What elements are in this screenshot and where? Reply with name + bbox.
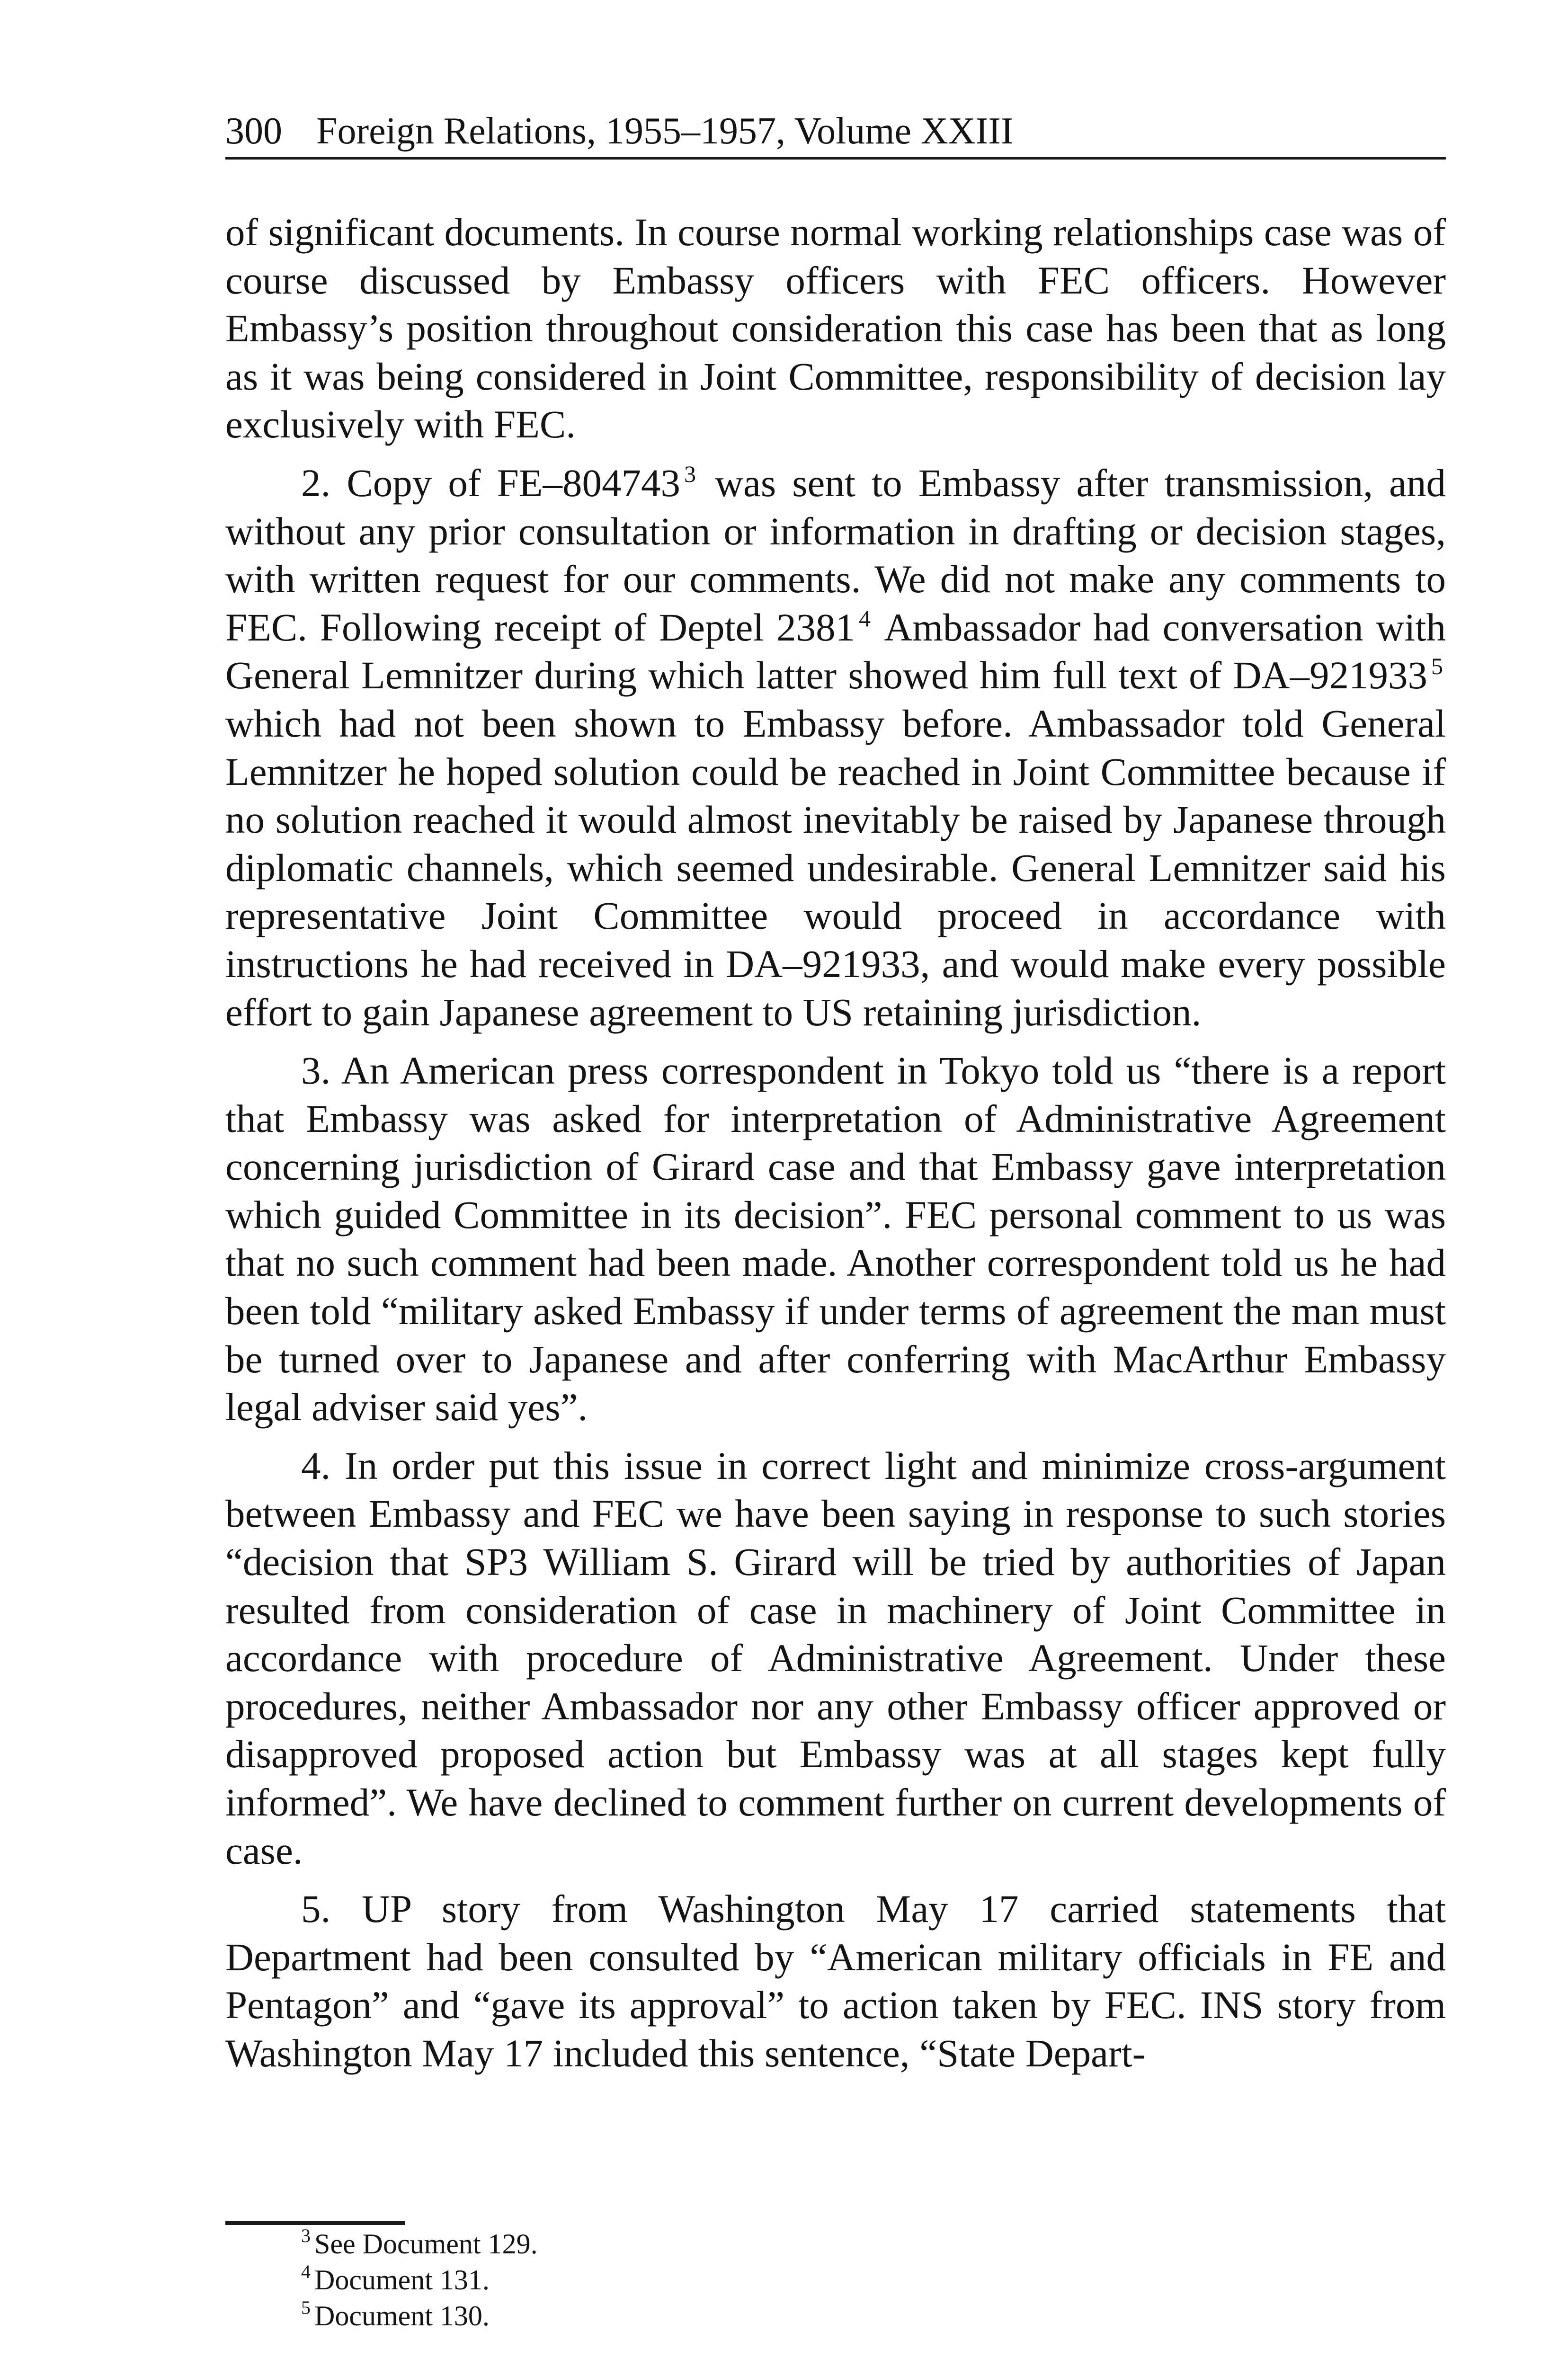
footnote-ref-5: 5 [1431, 653, 1443, 680]
footnote-ref-3: 3 [684, 460, 696, 487]
running-header [225, 105, 1446, 160]
paragraph-3: 3. An American press correspondent in Tokyo told us “there is a report that Embassy was asked for interpretation of Administrative Agreement concerning jurisdiction of Girard case and that Embassy gave interpretation which guided Committee in its decision”. FEC personal comment to us was that no such comment had been made. Another correspondent told us he had been told “military asked Embassy if under terms of agreement the man must be turned over to Japanese and after conferring with MacArthur Embassy legal adviser said yes”. [225, 1049, 1446, 1429]
footnote-mark: 4 [301, 2261, 311, 2282]
footnote-text: See Document 129. [314, 2228, 538, 2260]
paragraph-1: of significant documents. In course normal working relationships case was of course discussed by Embassy officers with FEC officers. However Embassy’s position throughout consideration this case has been that as long as it was being considered in Joint Committee, responsibility of decision lay exclusively with FEC. [225, 210, 1446, 446]
footnote-mark: 3 [301, 2225, 311, 2246]
footnotes [225, 2226, 983, 2334]
footnote-mark: 5 [301, 2297, 311, 2318]
footnote-3 [225, 2226, 983, 2262]
paragraph-2-text-d: which had not been shown to Embassy before. Ambassador told General Lemnitzer he hoped solution could be reached in Joint Committee because if no solution reached it would almost inevitably be raised by Japanese through diplomatic channels, which seemed undesirable. General Lemnitzer said his representative Joint Committee would proceed in accordance with instructions he had received in DA–921933, and would make every possible effort to gain Japanese agreement to US retaining jurisdiction. [225, 701, 1446, 1034]
footnote-divider [225, 2221, 405, 2225]
page-number: 300 [225, 110, 282, 152]
paragraph-5: 5. UP story from Washington May 17 carried statements that Department had been consulted by “American military officials in FE and Pentagon” and “gave its approval” to action taken by FEC. INS story from Washington May 17 included this sentence, “State Depart- [225, 1887, 1446, 2075]
footnote-text: Document 130. [314, 2300, 490, 2331]
body-text [225, 208, 1446, 2088]
paragraph-2-text-c: Ambassador had conversation with General Lemnitzer during which latter showed him full text of DA–921933 [225, 605, 1446, 697]
paragraph-2 [225, 459, 1446, 1036]
paragraph-2-text-b: was sent to Embassy after transmission, and without any prior consultation or information in drafting or decision stages, with written request for our comments. We did not make any comments to FEC. Following receipt of Deptel 2381 [225, 461, 1446, 649]
running-title: Foreign Relations, 1955–1957, Volume XXIII [316, 110, 1014, 152]
paragraph-2-text-a: 2. Copy of FE–804743 [301, 461, 680, 505]
paragraph-4: 4. In order put this issue in correct light and minimize cross-argument between Embassy and FEC we have been saying in response to such stories “decision that SP3 William S. Girard will be tried by authorities of Japan resulted from consideration of case in machinery of Joint Committee in accordance with procedure of Administrative Agreement. Under these procedures, neither Ambassador nor any other Embassy officer approved or disapproved proposed action but Embassy was at all stages kept fully informed”. We have declined to comment further on current developments of case. [225, 1443, 1446, 1872]
footnote-ref-4: 4 [859, 605, 871, 632]
footnote-4 [225, 2262, 983, 2298]
footnote-text: Document 131. [314, 2264, 490, 2296]
footnote-5 [225, 2298, 983, 2334]
